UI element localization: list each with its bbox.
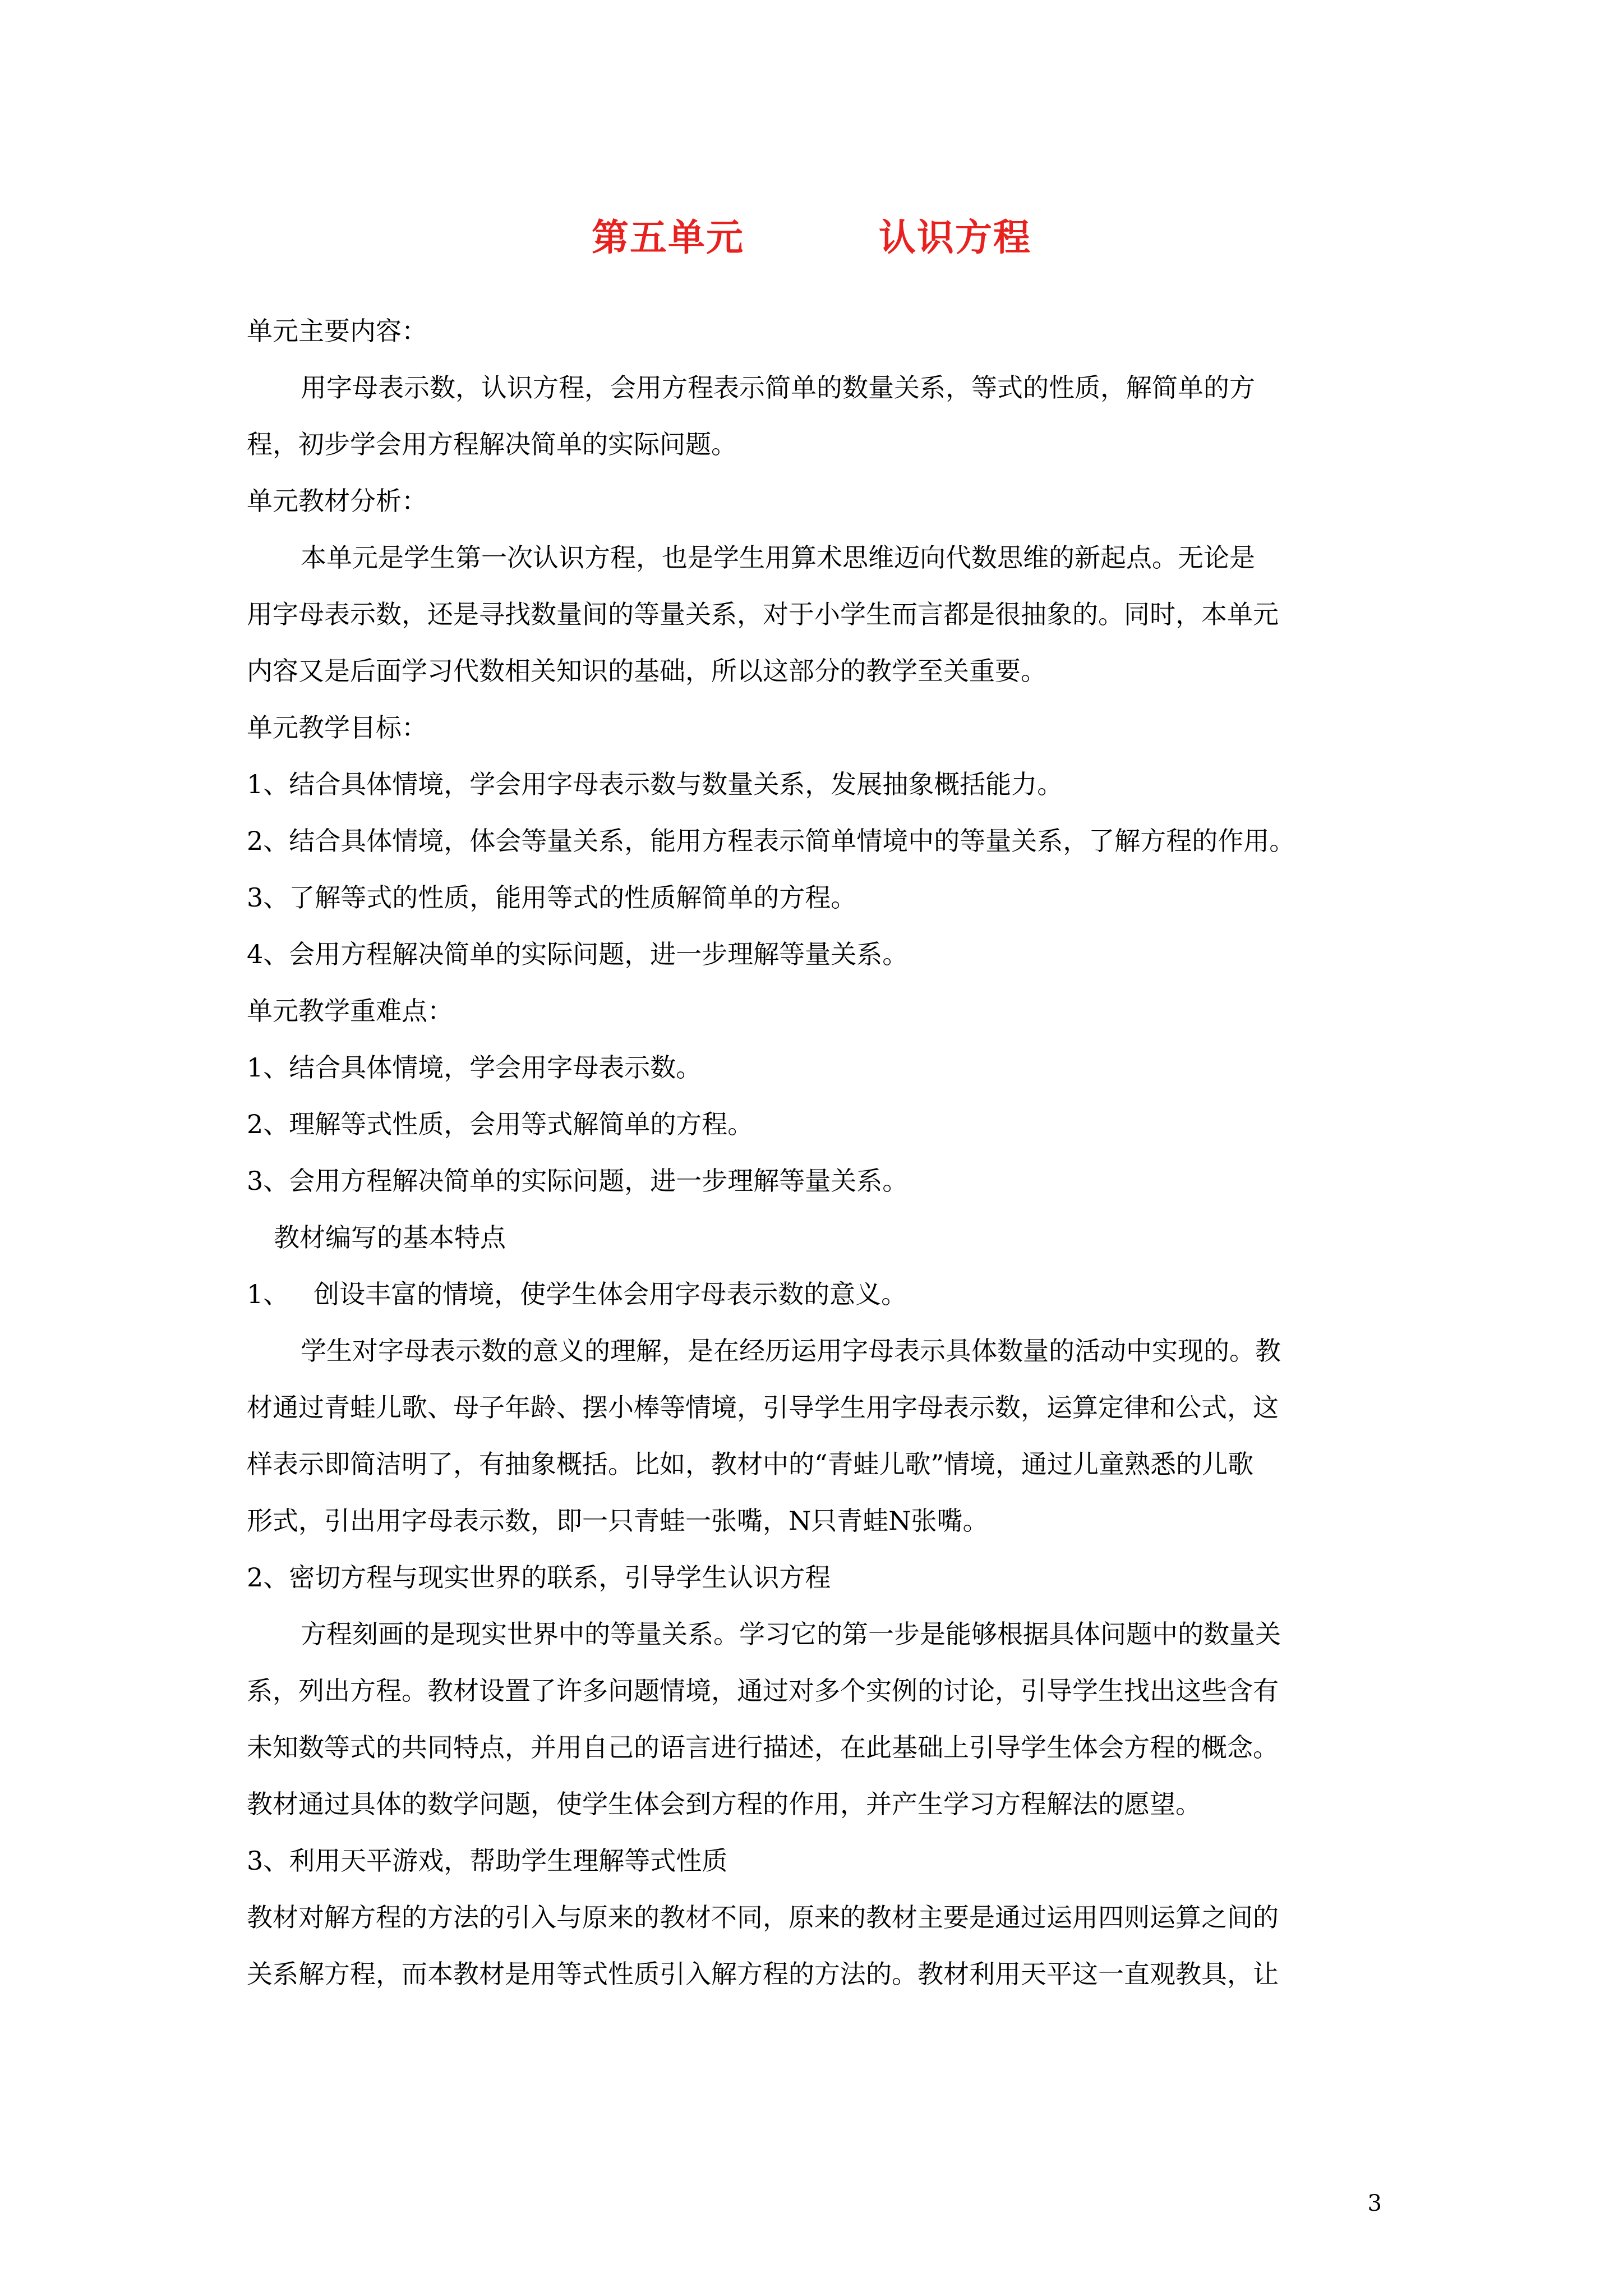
- paragraph-line: 用字母表示数，还是寻找数量间的等量关系，对于小学生而言都是很抽象的。同时，本单元: [247, 599, 1279, 629]
- list-item: 2、密切方程与现实世界的联系，引导学生认识方程: [247, 1562, 831, 1593]
- page-title: [0, 208, 1623, 261]
- paragraph-line: 方程刻画的是现实世界中的等量关系。学习它的第一步是能够根据具体问题中的数量关: [301, 1619, 1281, 1649]
- paragraph-line: 本单元是学生第一次认识方程，也是学生用算术思维迈向代数思维的新起点。无论是: [301, 542, 1255, 573]
- paragraph-line: 形式，引出用字母表示数，即一只青蛙一张嘴，N只青蛙N张嘴。: [247, 1506, 989, 1536]
- paragraph-line: 教材对解方程的方法的引入与原来的教材不同，原来的教材主要是通过运用四则运算之间的: [247, 1902, 1279, 1932]
- list-item: 1、结合具体情境，学会用字母表示数与数量关系，发展抽象概括能力。: [247, 769, 1063, 799]
- list-item: 3、了解等式的性质，能用等式的性质解简单的方程。: [247, 882, 857, 913]
- list-item: 1、结合具体情境，学会用字母表示数。: [247, 1052, 702, 1083]
- paragraph-line: 未知数等式的共同特点，并用自己的语言进行描述，在此基础上引导学生体会方程的概念。: [247, 1732, 1279, 1763]
- paragraph-line: 程，初步学会用方程解决简单的实际问题。: [247, 429, 737, 459]
- list-item: 3、会用方程解决简单的实际问题，进一步理解等量关系。: [247, 1166, 909, 1196]
- paragraph-line: 教材通过具体的数学问题，使学生体会到方程的作用，并产生学习方程解法的愿望。: [247, 1789, 1201, 1819]
- paragraph-line: 学生对字母表示数的意义的理解，是在经历运用字母表示具体数量的活动中实现的。教: [301, 1336, 1281, 1366]
- page-number: 3: [1367, 2191, 1382, 2216]
- paragraph-line: 关系解方程，而本教材是用等式性质引入解方程的方法的。教材利用天平这一直观教具，让: [247, 1959, 1279, 1989]
- section-heading: 单元教学重难点：: [247, 996, 453, 1026]
- section-heading: 教材编写的基本特点: [274, 1222, 506, 1253]
- section-heading: 单元主要内容：: [247, 316, 427, 346]
- list-item: 4、会用方程解决简单的实际问题，进一步理解等量关系。: [247, 939, 909, 969]
- list-item: 3、利用天平游戏，帮助学生理解等式性质: [247, 1846, 728, 1876]
- list-item: 1、 创设丰富的情境，使学生体会用字母表示数的意义。: [247, 1279, 907, 1309]
- paragraph-line: 材通过青蛙儿歌、母子年龄、摆小棒等情境，引导学生用字母表示数，运算定律和公式，这: [247, 1392, 1279, 1423]
- title-part-2: 认识方程: [879, 215, 1031, 259]
- paragraph-line: 用字母表示数，认识方程，会用方程表示简单的数量关系，等式的性质，解简单的方: [301, 372, 1255, 403]
- section-heading: 单元教学目标：: [247, 712, 427, 743]
- paragraph-line: 系，列出方程。教材设置了许多问题情境，通过对多个实例的讨论，引导学生找出这些含有: [247, 1676, 1279, 1706]
- list-item: 2、结合具体情境，体会等量关系，能用方程表示简单情境中的等量关系，了解方程的作用。: [247, 826, 1295, 856]
- list-item: 2、理解等式性质，会用等式解简单的方程。: [247, 1109, 754, 1139]
- body-text: [247, 303, 1391, 2003]
- title-part-1: 第五单元: [592, 215, 744, 259]
- paragraph-line: 样表示即简洁明了，有抽象概括。比如，教材中的“青蛙儿歌”情境，通过儿童熟悉的儿歌: [247, 1449, 1254, 1479]
- paragraph-line: 内容又是后面学习代数相关知识的基础，所以这部分的教学至关重要。: [247, 656, 1046, 686]
- section-heading: 单元教材分析：: [247, 486, 427, 516]
